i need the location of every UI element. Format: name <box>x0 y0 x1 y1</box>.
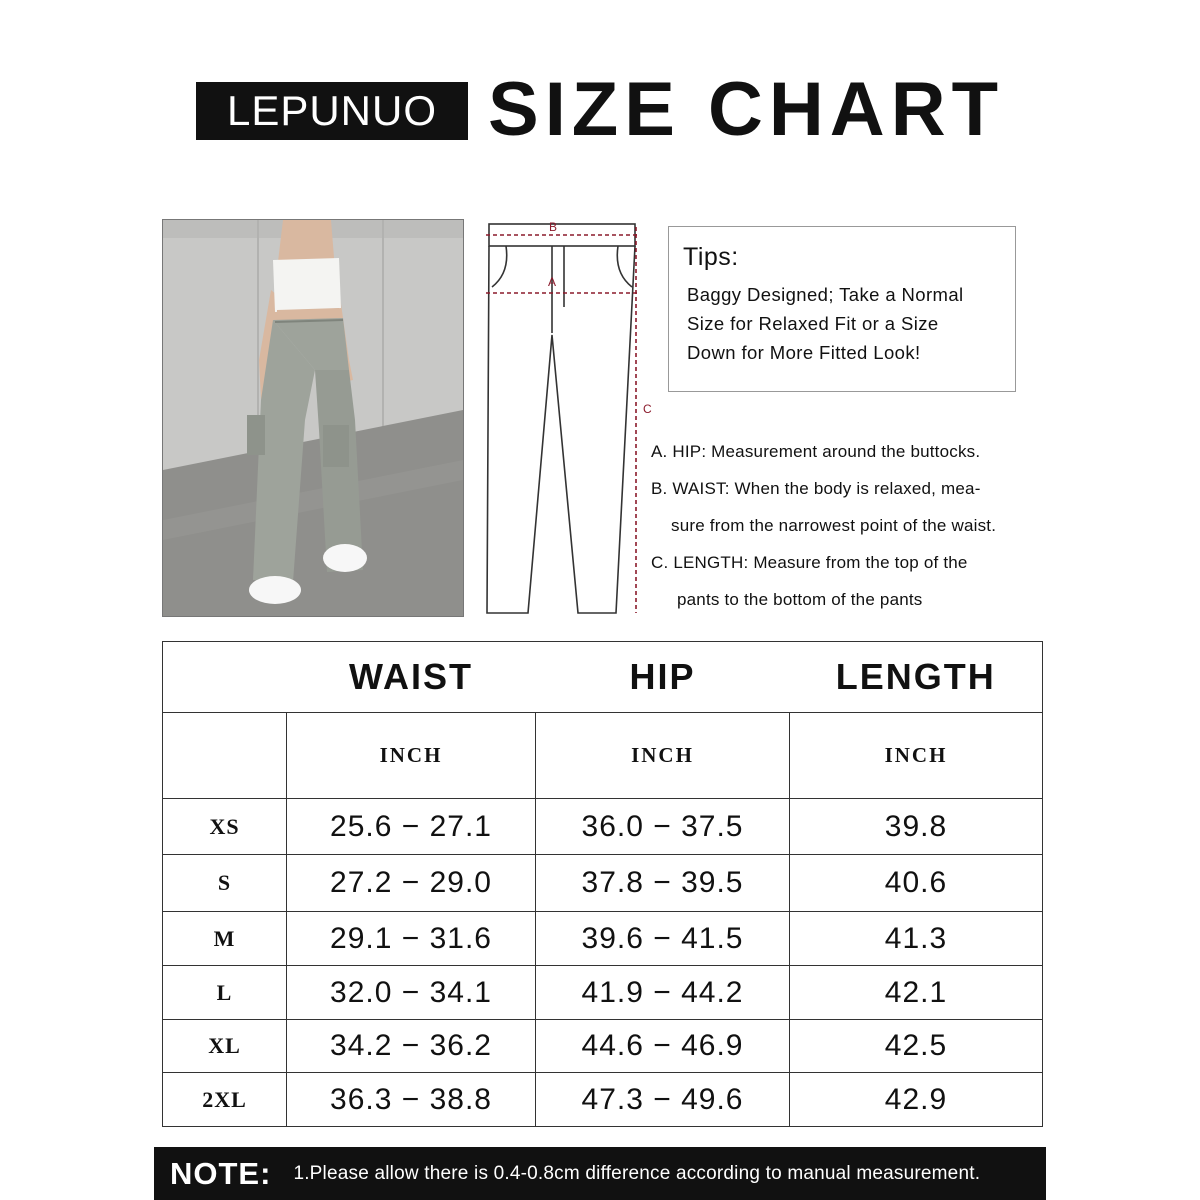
waist-cell: 29.1 − 31.6 <box>287 912 536 966</box>
definition-length-cont: pants to the bottom of the pants <box>677 590 923 609</box>
pants-diagram <box>470 215 660 626</box>
size-label: XL <box>163 1020 287 1073</box>
tips-line: Down for More Fitted Look! <box>687 342 921 363</box>
length-cell: 42.9 <box>790 1073 1043 1127</box>
tips-box <box>668 226 1016 392</box>
size-label: 2XL <box>163 1073 287 1127</box>
tips-body <box>683 280 1001 367</box>
size-table <box>162 641 1043 1127</box>
tips-line: Baggy Designed; Take a Normal <box>687 284 964 305</box>
length-cell: 42.5 <box>790 1020 1043 1073</box>
size-label: XS <box>163 799 287 855</box>
hip-cell: 39.6 − 41.5 <box>536 912 790 966</box>
header-waist: WAIST <box>287 642 536 713</box>
size-label: L <box>163 966 287 1020</box>
definition-hip: A. HIP: Measurement around the buttocks. <box>651 442 981 461</box>
table-row <box>163 1020 1043 1073</box>
waist-cell: 34.2 − 36.2 <box>287 1020 536 1073</box>
length-cell: 41.3 <box>790 912 1043 966</box>
unit-cell: INCH <box>536 713 790 799</box>
waist-cell: 36.3 − 38.8 <box>287 1073 536 1127</box>
size-label: M <box>163 912 287 966</box>
unit-cell: INCH <box>287 713 536 799</box>
length-cell: 39.8 <box>790 799 1043 855</box>
table-row <box>163 855 1043 912</box>
table-row <box>163 912 1043 966</box>
table-row <box>163 966 1043 1020</box>
hip-cell: 47.3 − 49.6 <box>536 1073 790 1127</box>
label-b: B <box>549 220 558 234</box>
size-label: S <box>163 855 287 912</box>
hip-cell: 37.8 − 39.5 <box>536 855 790 912</box>
unit-cell: INCH <box>790 713 1043 799</box>
definition-waist: B. WAIST: When the body is relaxed, mea- <box>651 479 981 498</box>
tips-title: Tips: <box>683 243 739 271</box>
header-length: LENGTH <box>790 642 1043 713</box>
brand-logo <box>196 82 468 140</box>
hip-cell: 44.6 − 46.9 <box>536 1020 790 1073</box>
table-row <box>163 1073 1043 1127</box>
waist-cell: 25.6 − 27.1 <box>287 799 536 855</box>
length-cell: 42.1 <box>790 966 1043 1020</box>
label-c: C <box>643 402 652 416</box>
length-cell: 40.6 <box>790 855 1043 912</box>
note-text: 1.Please allow there is 0.4-0.8cm difference according to manual measurement. <box>293 1162 981 1184</box>
table-row <box>163 799 1043 855</box>
brand-name: LEPUNUO <box>226 87 438 134</box>
product-photo <box>162 219 464 617</box>
page-title: SIZE CHART <box>488 67 1004 152</box>
table-unit-row <box>163 713 1043 799</box>
tips-line: Size for Relaxed Fit or a Size <box>687 313 939 334</box>
note-label: NOTE: <box>170 1155 272 1191</box>
model-illustration <box>163 220 463 616</box>
hip-cell: 41.9 − 44.2 <box>536 966 790 1020</box>
hip-cell: 36.0 − 37.5 <box>536 799 790 855</box>
definition-length: C. LENGTH: Measure from the top of the <box>651 553 968 572</box>
header-hip: HIP <box>536 642 790 713</box>
waist-cell: 27.2 − 29.0 <box>287 855 536 912</box>
table-header-row <box>163 642 1043 713</box>
note-bar <box>154 1147 1046 1200</box>
header-blank <box>163 642 287 713</box>
definition-waist-cont: sure from the narrowest point of the waist. <box>671 516 997 535</box>
label-a: A <box>548 275 557 289</box>
measurement-definitions <box>651 433 996 618</box>
unit-blank <box>163 713 287 799</box>
waist-cell: 32.0 − 34.1 <box>287 966 536 1020</box>
